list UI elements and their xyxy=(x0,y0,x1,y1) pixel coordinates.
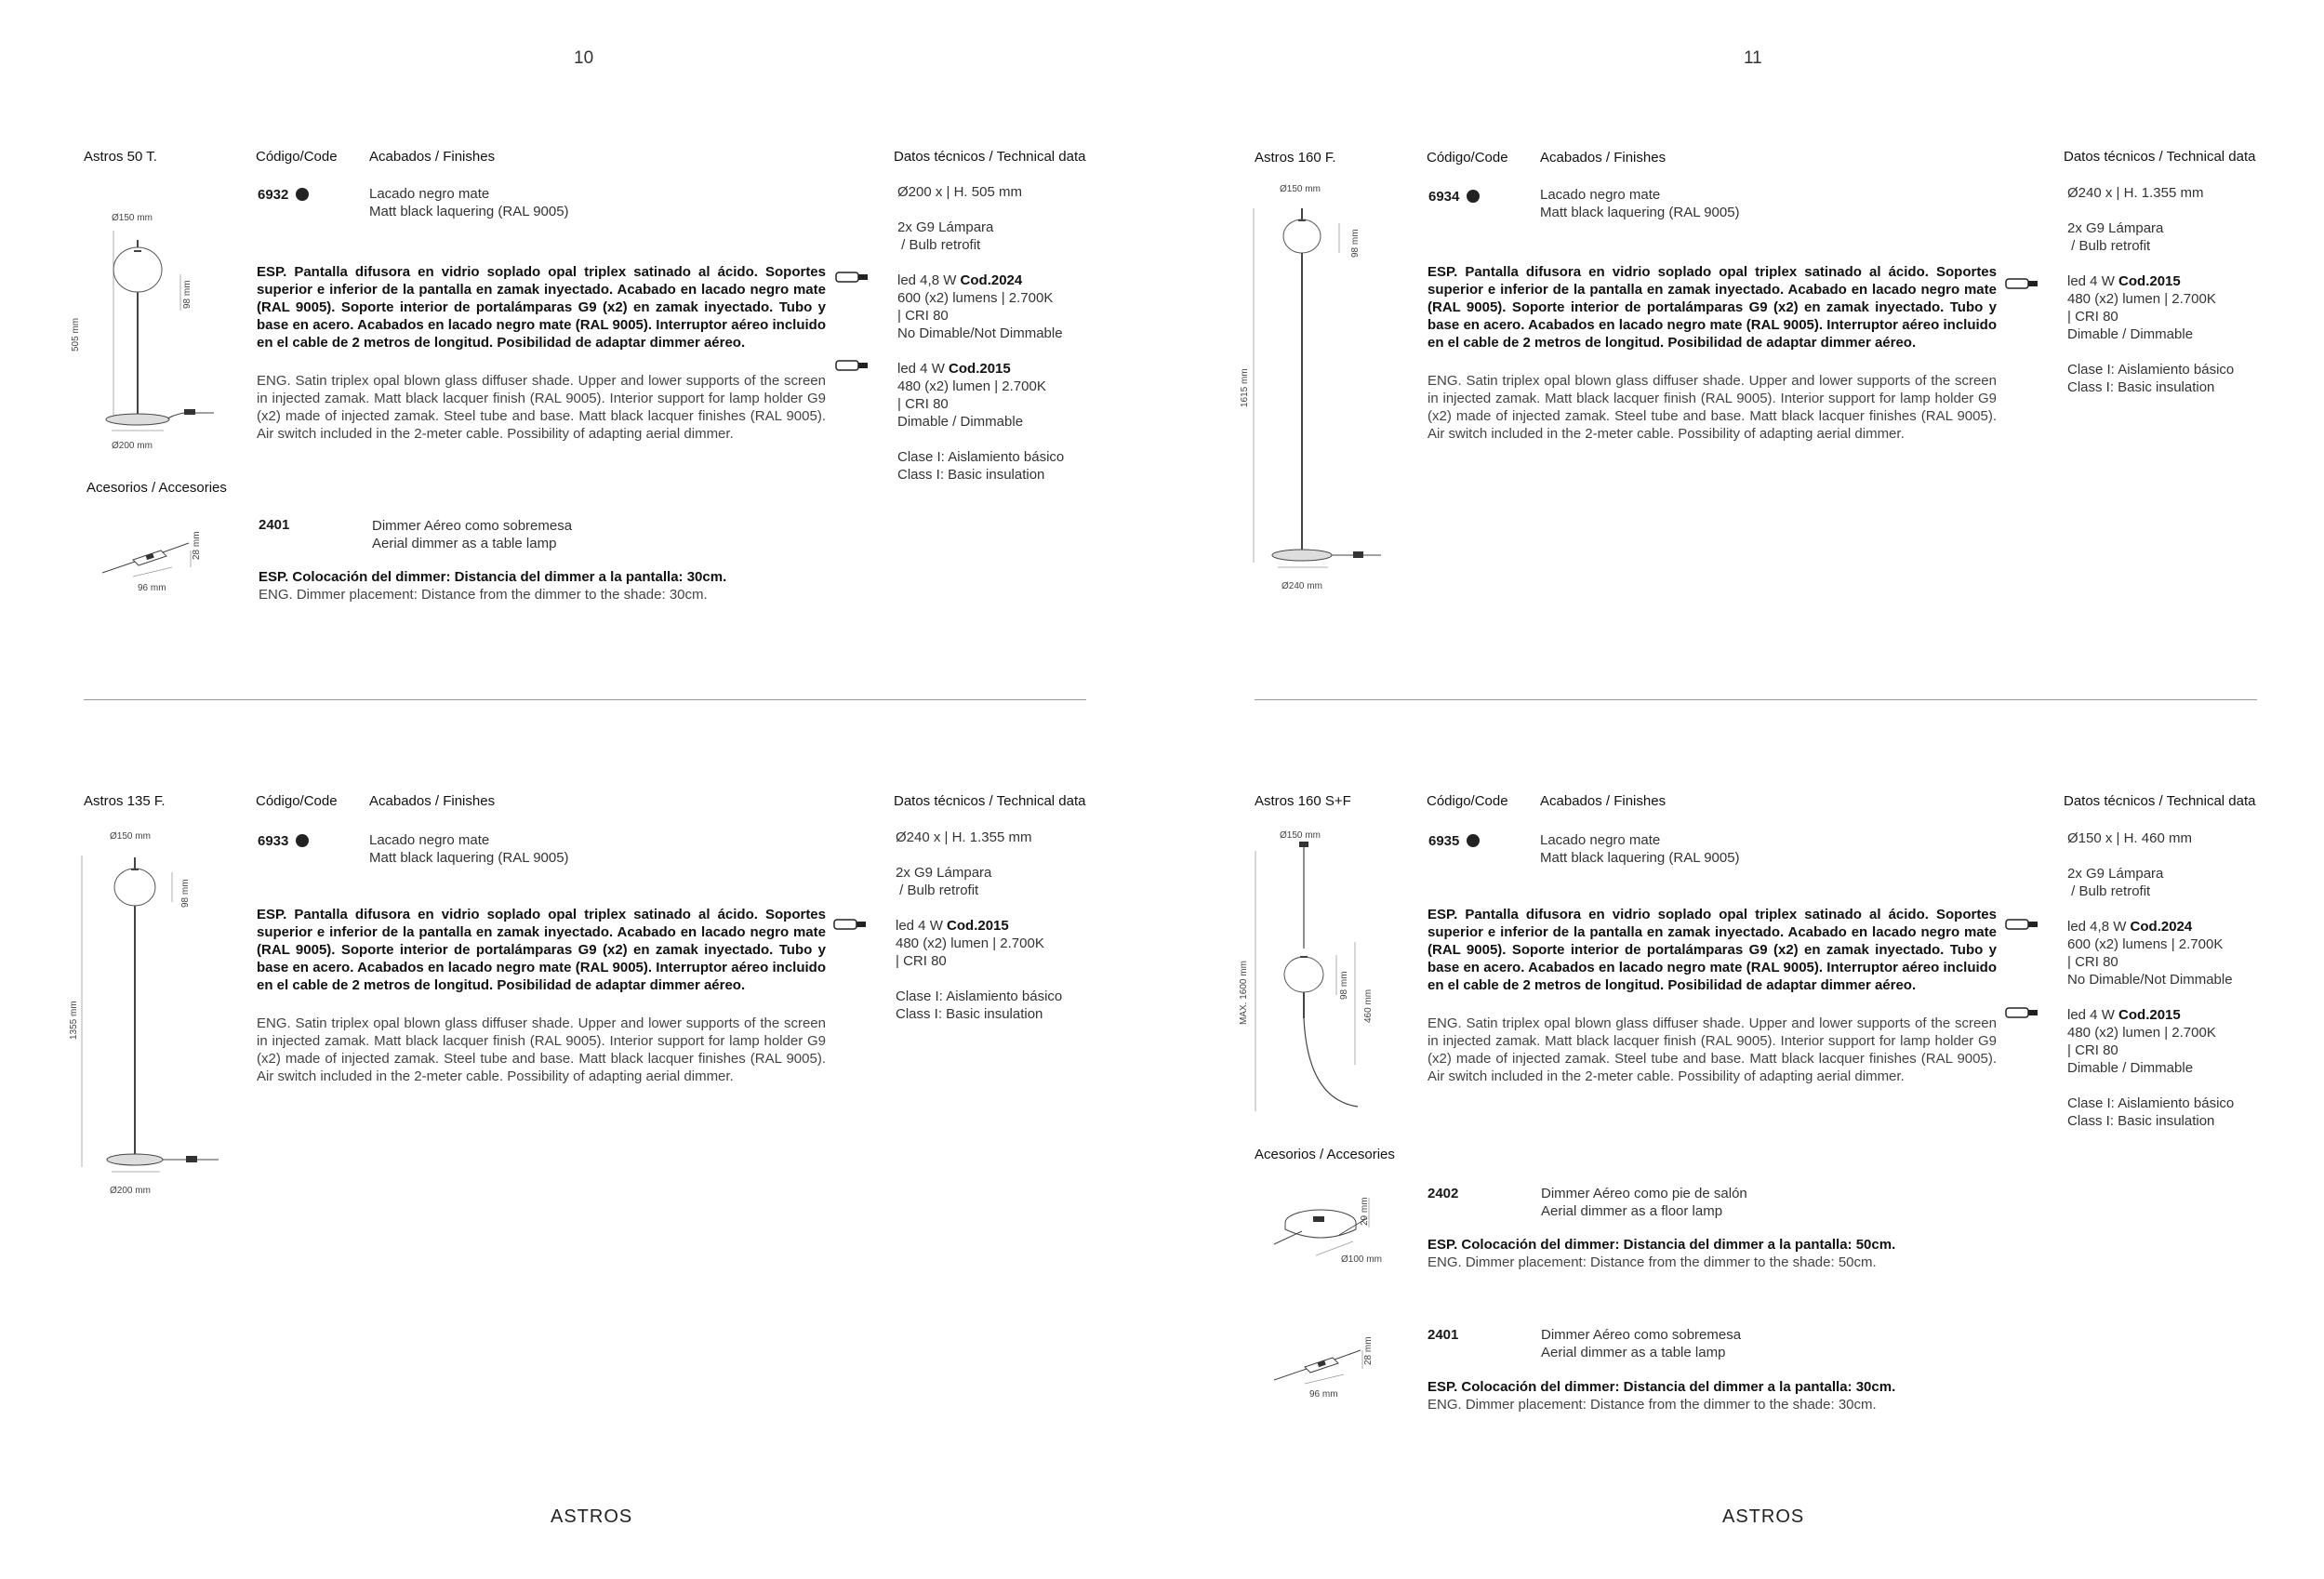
tech-bulb-en: / Bulb retrofit xyxy=(896,882,979,898)
accessory-name-en: Aerial dimmer as a table lamp xyxy=(372,536,557,551)
code-header: Código/Code xyxy=(256,793,338,809)
tech-class-es: Clase I: Aislamiento básico xyxy=(897,449,1065,465)
page-number-left: 10 xyxy=(574,48,594,68)
finish-en: Matt black laquering (RAL 9005) xyxy=(369,204,569,219)
led-bulb-icon xyxy=(835,359,869,372)
accessory-code: 2401 xyxy=(1428,1327,1459,1343)
dim-body: 460 mm xyxy=(1363,989,1374,1023)
black-finish-swatch xyxy=(296,188,309,201)
finish-es: Lacado negro mate xyxy=(1540,187,1661,203)
dim-top: Ø150 mm xyxy=(1280,184,1321,194)
accessory-eng: ENG. Dimmer placement: Distance from the dimmer to the shade: 30cm. xyxy=(259,587,708,603)
page-number-right: 11 xyxy=(1744,48,1762,68)
tech-led: led 4 W Cod.2015 xyxy=(896,918,1009,934)
dim-shade: 98 mm xyxy=(180,879,191,908)
tech-data xyxy=(2067,184,2281,396)
tech-led1-lumens: 600 (x2) lumens | 2.700K xyxy=(2067,936,2224,952)
tech-bulb: 2x G9 Lámpara xyxy=(2067,866,2164,882)
tech-bulb: 2x G9 Lámpara xyxy=(897,219,994,235)
description-eng: ENG. Satin triplex opal blown glass diffuser shade. Upper and lower supports of the screen in injected zamak. Matt black lacquer finish (RAL 9005). Interior support for lamp holder G9 (x2) made of injected zamak. Steel tube and base. Matt black lacquer finishes (RAL 9005). Air switch included in the 2-meter cable. Possibility of adapting aerial dimmer. xyxy=(1428,373,1997,442)
tech-class-en: Class I: Basic insulation xyxy=(2067,379,2215,395)
tech-led1: led 4,8 W Cod.2024 xyxy=(2067,919,2193,935)
black-finish-swatch xyxy=(296,834,309,847)
tech-led2-dim: Dimable / Dimmable xyxy=(2067,1060,2194,1076)
accessory-name xyxy=(372,517,572,552)
tech-size: Ø240 x | H. 1.355 mm xyxy=(2067,185,2204,201)
tech-bulb-en: / Bulb retrofit xyxy=(2067,883,2151,899)
tech-size: Ø200 x | H. 505 mm xyxy=(897,184,1022,200)
finishes-header: Acabados / Finishes xyxy=(1540,150,1667,166)
dim-height: 505 mm xyxy=(71,317,81,352)
finish-en: Matt black laquering (RAL 9005) xyxy=(369,850,569,866)
divider-right xyxy=(1255,699,2257,700)
tech-header: Datos técnicos / Technical data xyxy=(894,149,1086,165)
product-code: 6935 xyxy=(1428,833,1480,849)
tech-led-cri: | CRI 80 xyxy=(896,953,947,969)
description-esp: ESP. Pantalla difusora en vidrio soplado opal triplex satinado al ácido. Soportes superior e inferior de la pantalla en zamak inyectado. Acabado en lacado negro mate (RAL 9005). Soporte interior de portalámparas G9 (x2) en zamak inyectado. Tubo y base en acero. Acabados en lacado negro mate (RAL 9005). Interruptor aéreo incluido en el cable de 2 metros de longitud. Posibilidad de adaptar dimmer aéreo. xyxy=(1428,264,1997,351)
tech-led-cri: | CRI 80 xyxy=(2067,309,2118,325)
tech-led2: led 4 W Cod.2015 xyxy=(897,361,1011,377)
dim-dimmer-height: 29 mm xyxy=(1360,1197,1370,1226)
accessory-name-es: Dimmer Aéreo como sobremesa xyxy=(1541,1327,1742,1343)
dim-dimmer-width: Ø100 mm xyxy=(1341,1254,1382,1265)
dim-top: Ø150 mm xyxy=(1280,830,1321,841)
product-code: 6933 xyxy=(258,833,309,849)
dim-height: 1355 mm xyxy=(69,1001,79,1040)
tech-header: Datos técnicos / Technical data xyxy=(894,793,1086,809)
tech-data xyxy=(897,183,1111,484)
accessory-code: 2402 xyxy=(1428,1186,1459,1201)
dimmer-drawing xyxy=(98,539,200,586)
tech-led: led 4 W Cod.2015 xyxy=(2067,273,2181,289)
dim-dimmer-width: 96 mm xyxy=(1309,1389,1338,1400)
tech-header: Datos técnicos / Technical data xyxy=(2064,793,2256,809)
accessories-header: Acesorios / Accesories xyxy=(86,480,227,496)
finish-es: Lacado negro mate xyxy=(1540,832,1661,848)
black-finish-swatch xyxy=(1467,834,1480,847)
footer-left: ASTROS xyxy=(551,1506,633,1527)
black-finish-swatch xyxy=(1467,190,1480,203)
tech-led2-lumens: 480 (x2) lumen | 2.700K xyxy=(2067,1025,2216,1041)
led-bulb-icon xyxy=(2005,277,2038,290)
dim-base: Ø240 mm xyxy=(1282,581,1322,591)
description-eng: ENG. Satin triplex opal blown glass diffuser shade. Upper and lower supports of the screen in injected zamak. Matt black lacquer finish (RAL 9005). Interior support for lamp holder G9 (x2) made of injected zamak. Steel tube and base. Matt black lacquer finishes (RAL 9005). Air switch included in the 2-meter cable. Possibility of adapting aerial dimmer. xyxy=(257,1015,826,1084)
tech-led2-cri: | CRI 80 xyxy=(897,396,949,412)
tech-size: Ø150 x | H. 460 mm xyxy=(2067,830,2192,846)
finish-es: Lacado negro mate xyxy=(369,186,490,202)
accessory-name-en: Aerial dimmer as a floor lamp xyxy=(1541,1203,1723,1219)
product-name: Astros 135 F. xyxy=(84,793,166,809)
led-bulb-icon xyxy=(833,918,867,931)
tech-led1-cri: | CRI 80 xyxy=(2067,954,2118,970)
suspension-lamp-drawing xyxy=(1251,842,1372,1121)
accessory-esp: ESP. Colocación del dimmer: Distancia del dimmer a la pantalla: 30cm. xyxy=(1428,1379,1896,1395)
tech-led2-cri: | CRI 80 xyxy=(2067,1042,2118,1058)
code-header: Código/Code xyxy=(1427,150,1508,166)
dim-top: Ø150 mm xyxy=(112,213,153,223)
finish-es: Lacado negro mate xyxy=(369,832,490,848)
tech-bulb: 2x G9 Lámpara xyxy=(896,865,992,881)
description-esp: ESP. Pantalla difusora en vidrio soplado opal triplex satinado al ácido. Soportes superior e inferior de la pantalla en zamak inyectado. Acabado en lacado negro mate (RAL 9005). Soporte interior de portalámparas G9 (x2) en zamak inyectado. Tubo y base en acero. Acabados en lacado negro mate (RAL 9005). Interruptor aéreo incluido en el cable de 2 metros de longitud. Posibilidad de adaptar dimmer aéreo. xyxy=(1428,907,1997,993)
tech-class-en: Class I: Basic insulation xyxy=(896,1006,1043,1022)
finish xyxy=(369,831,569,867)
accessory-name xyxy=(1541,1326,1741,1361)
product-name: Astros 160 F. xyxy=(1255,150,1336,166)
finishes-header: Acabados / Finishes xyxy=(369,793,496,809)
tech-class-es: Clase I: Aislamiento básico xyxy=(896,989,1063,1004)
finish xyxy=(1540,186,1740,221)
dim-base: Ø200 mm xyxy=(110,1186,151,1196)
footer-right: ASTROS xyxy=(1722,1506,1805,1527)
tech-data xyxy=(896,829,1109,1023)
tech-header: Datos técnicos / Technical data xyxy=(2064,149,2256,165)
accessory-esp: ESP. Colocación del dimmer: Distancia del dimmer a la pantalla: 50cm. xyxy=(1428,1237,1896,1253)
dim-height: MAX. 1600 mm xyxy=(1239,961,1249,1025)
finish-en: Matt black laquering (RAL 9005) xyxy=(1540,205,1740,220)
code-header: Código/Code xyxy=(1427,793,1508,809)
accessory-esp: ESP. Colocación del dimmer: Distancia del dimmer a la pantalla: 30cm. xyxy=(259,569,727,585)
divider-left xyxy=(84,699,1086,700)
product-name: Astros 50 T. xyxy=(84,149,157,165)
table-lamp-drawing xyxy=(65,214,242,456)
description-eng: ENG. Satin triplex opal blown glass diffuser shade. Upper and lower supports of the screen in injected zamak. Matt black lacquer finish (RAL 9005). Interior support for lamp holder G9 (x2) made of injected zamak. Steel tube and base. Matt black lacquer finishes (RAL 9005). Air switch included in the 2-meter cable. Possibility of adapting aerial dimmer. xyxy=(1428,1015,1997,1084)
accessory-name-es: Dimmer Aéreo como pie de salón xyxy=(1541,1186,1747,1201)
floor-lamp-drawing xyxy=(74,846,232,1190)
tech-led2-dim: Dimable / Dimmable xyxy=(897,414,1024,430)
finishes-header: Acabados / Finishes xyxy=(369,149,496,165)
tech-led1-dim: No Dimable/Not Dimmable xyxy=(2067,972,2233,988)
tech-led2: led 4 W Cod.2015 xyxy=(2067,1007,2181,1023)
dim-dimmer-height: 28 mm xyxy=(1363,1336,1374,1365)
product-code: 6934 xyxy=(1428,189,1480,205)
tech-led1-dim: No Dimable/Not Dimmable xyxy=(897,325,1063,341)
dim-base: Ø200 mm xyxy=(112,441,153,451)
finish-en: Matt black laquering (RAL 9005) xyxy=(1540,850,1740,866)
product-name: Astros 160 S+F xyxy=(1255,793,1351,809)
floor-lamp-drawing xyxy=(1246,195,1414,586)
tech-class-es: Clase I: Aislamiento básico xyxy=(2067,1095,2235,1111)
tech-led1: led 4,8 W Cod.2024 xyxy=(897,272,1023,288)
tech-led-lumens: 480 (x2) lumen | 2.700K xyxy=(896,935,1044,951)
tech-bulb: 2x G9 Lámpara xyxy=(2067,220,2164,236)
accessories-header: Acesorios / Accesories xyxy=(1255,1147,1395,1162)
accessory-eng: ENG. Dimmer placement: Distance from the dimmer to the shade: 50cm. xyxy=(1428,1254,1877,1270)
tech-size: Ø240 x | H. 1.355 mm xyxy=(896,829,1032,845)
led-bulb-icon xyxy=(2005,1006,2038,1019)
tech-led-dim: Dimable / Dimmable xyxy=(2067,326,2194,342)
finish xyxy=(1540,831,1740,867)
finishes-header: Acabados / Finishes xyxy=(1540,793,1667,809)
dim-top: Ø150 mm xyxy=(110,831,151,842)
dim-dimmer-width: 96 mm xyxy=(138,583,166,593)
product-code: 6932 xyxy=(258,187,309,203)
finish xyxy=(369,185,569,220)
accessory-code: 2401 xyxy=(259,517,290,533)
dimmer-drawing xyxy=(1269,1347,1372,1393)
dim-shade: 98 mm xyxy=(182,280,193,309)
tech-class-es: Clase I: Aislamiento básico xyxy=(2067,362,2235,378)
accessory-name-es: Dimmer Aéreo como sobremesa xyxy=(372,518,573,534)
dim-height: 1615 mm xyxy=(1240,368,1250,407)
description-esp: ESP. Pantalla difusora en vidrio soplado opal triplex satinado al ácido. Soportes superior e inferior de la pantalla en zamak inyectado. Acabado en lacado negro mate (RAL 9005). Soporte interior de portalámparas G9 (x2) en zamak inyectado. Tubo y base en acero. Acabados en lacado negro mate (RAL 9005). Interruptor aéreo incluido en el cable de 2 metros de longitud. Posibilidad de adaptar dimmer aéreo. xyxy=(257,264,826,351)
description-esp: ESP. Pantalla difusora en vidrio soplado opal triplex satinado al ácido. Soportes superior e inferior de la pantalla en zamak inyectado. Acabado en lacado negro mate (RAL 9005). Soporte interior de portalámparas G9 (x2) en zamak inyectado. Tubo y base en acero. Acabados en lacado negro mate (RAL 9005). Interruptor aéreo incluido en el cable de 2 metros de longitud. Posibilidad de adaptar dimmer aéreo. xyxy=(257,907,826,993)
led-bulb-icon xyxy=(835,271,869,284)
tech-class-en: Class I: Basic insulation xyxy=(897,467,1045,483)
description-eng: ENG. Satin triplex opal blown glass diffuser shade. Upper and lower supports of the screen in injected zamak. Matt black lacquer finish (RAL 9005). Interior support for lamp holder G9 (x2) made of injected zamak. Steel tube and base. Matt black lacquer finishes (RAL 9005). Air switch included in the 2-meter cable. Possibility of adapting aerial dimmer. xyxy=(257,373,826,442)
accessory-name-en: Aerial dimmer as a table lamp xyxy=(1541,1345,1726,1360)
accessory-name xyxy=(1541,1185,1747,1220)
dim-shade: 98 mm xyxy=(1350,229,1361,258)
tech-led1-lumens: 600 (x2) lumens | 2.700K xyxy=(897,290,1054,306)
tech-led2-lumens: 480 (x2) lumen | 2.700K xyxy=(897,378,1046,394)
code-header: Código/Code xyxy=(256,149,338,165)
tech-class-en: Class I: Basic insulation xyxy=(2067,1113,2215,1129)
accessory-eng: ENG. Dimmer placement: Distance from the dimmer to the shade: 30cm. xyxy=(1428,1397,1877,1413)
tech-bulb-en: / Bulb retrofit xyxy=(897,237,981,253)
tech-data xyxy=(2067,829,2281,1130)
led-bulb-icon xyxy=(2005,918,2038,931)
tech-led-lumens: 480 (x2) lumen | 2.700K xyxy=(2067,291,2216,307)
tech-bulb-en: / Bulb retrofit xyxy=(2067,238,2151,254)
dim-shade: 98 mm xyxy=(1339,971,1349,1000)
tech-led1-cri: | CRI 80 xyxy=(897,308,949,324)
dim-dimmer-height: 28 mm xyxy=(192,531,202,560)
